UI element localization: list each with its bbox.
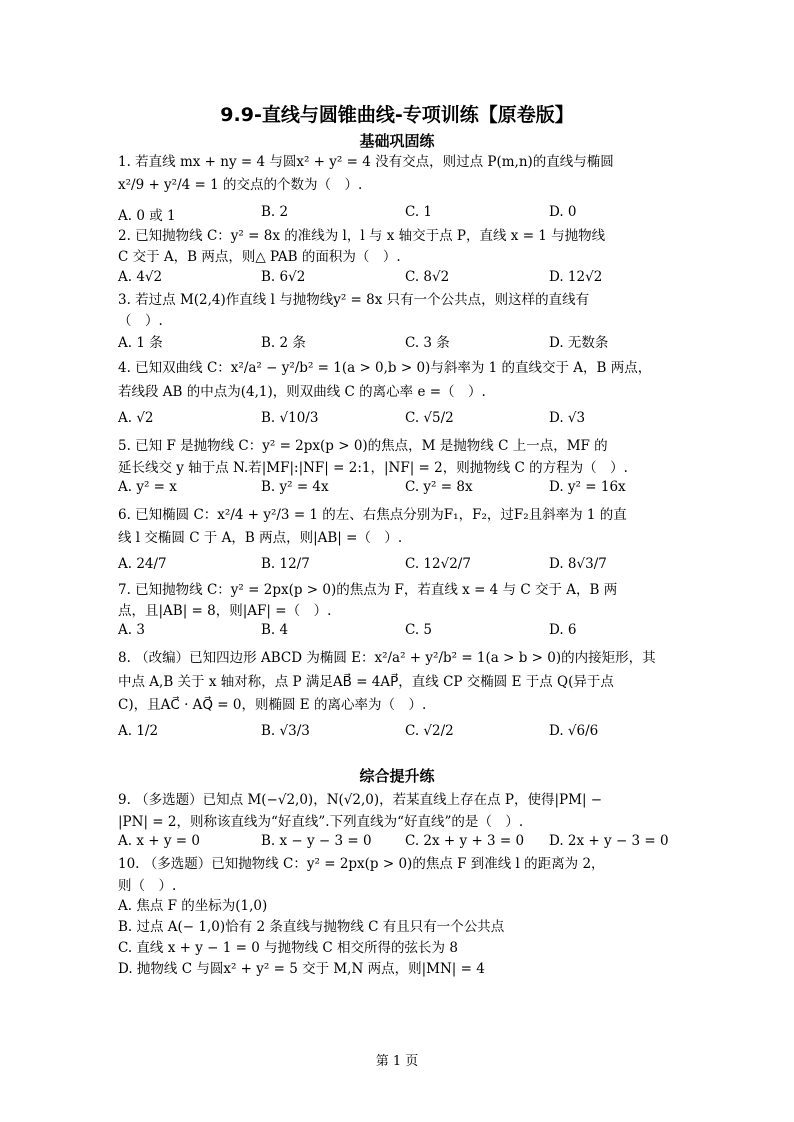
- option-c: C. √5/2: [405, 410, 454, 426]
- option-d: D. 0: [549, 204, 577, 220]
- option-c: C. 3 条: [405, 335, 450, 351]
- question-4-line-1: 4. 已知双曲线 C：x²/a² − y²/b² = 1(a > 0,b > 0)与斜率为 1 的直线交于 A，B 两点，: [118, 360, 652, 376]
- option-a: A. 1/2: [118, 723, 159, 739]
- question-10-line-2: 则（ ）.: [118, 878, 177, 894]
- question-10-statement-b: B. 过点 A(− 1,0)恰有 2 条直线与抛物线 C 有且只有一个公共点: [118, 919, 505, 935]
- question-3-line-1: 3. 若过点 M(2,4)作直线 l 与抛物线y² = 8x 只有一个公共点，则这样的直线有: [118, 292, 590, 308]
- question-8-line-3: C)，且AC⃗ · AQ⃗ = 0，则椭圆 E 的离心率为（ ）.: [118, 697, 427, 713]
- question-9-line-2: |PN| = 2，则称该直线为“好直线”.下列直线为“好直线”的是（ ）.: [118, 814, 524, 830]
- option-b: B. 12/7: [261, 556, 310, 572]
- question-5-line-1: 5. 已知 F 是抛物线 C：y² = 2px(p > 0)的焦点，M 是抛物线 C 上一点，MF 的: [118, 438, 608, 454]
- option-c: C. √2/2: [405, 723, 454, 739]
- option-b: B. 4: [261, 622, 289, 638]
- question-9-line-1: 9. （多选题）已知点 M(−√2,0)，N(√2,0)，若某直线上存在点 P，使得|PM| −: [118, 792, 603, 808]
- question-8-line-1: 8. （改编）已知四边形 ABCD 为椭圆 E：x²/a² + y²/b² = 1(a > b > 0)的内接矩形，其: [118, 650, 656, 666]
- option-b: B. 2: [261, 204, 289, 220]
- option-d: D. 12√2: [549, 269, 603, 285]
- question-8-line-2: 中点 A,B 关于 x 轴对称，点 P 满足AB⃗ = 4AP⃗，直线 CP 交椭圆 E 于点 Q(异于点: [118, 674, 614, 690]
- question-6-line-1: 6. 已知椭圆 C：x²/4 + y²/3 = 1 的左、右焦点分别为F₁，F₂，过F₂且斜率为 1 的直: [118, 507, 627, 523]
- section-heading-basic: 基础巩固练: [359, 132, 435, 150]
- option-a: A. √2: [118, 410, 154, 426]
- question-3-line-2: （ ）.: [118, 313, 163, 329]
- document-title: 9.9-直线与圆锥曲线-专项训练【原卷版】: [220, 104, 574, 126]
- option-a: A. 24/7: [118, 556, 167, 572]
- option-c: C. 2x + y + 3 = 0: [405, 833, 525, 849]
- option-d: D. 2x + y − 3 = 0: [549, 833, 669, 849]
- question-5-line-2: 延长线交 y 轴于点 N.若|MF|:|NF| = 2:1，|NF| = 2，则抛物线 C 的方程为（ ）.: [118, 460, 628, 476]
- option-b: B. √10/3: [261, 410, 319, 426]
- option-c: C. y² = 8x: [405, 479, 473, 495]
- option-a: A. 3: [118, 622, 145, 638]
- question-10-line-1: 10. （多选题）已知抛物线 C：y² = 2px(p > 0)的焦点 F 到准线 l 的距离为 2，: [118, 856, 605, 872]
- question-10-statement-d: D. 抛物线 C 与圆x² + y² = 5 交于 M,N 两点，则|MN| = 4: [118, 961, 485, 977]
- option-b: B. 6√2: [261, 269, 306, 285]
- question-9-options: [118, 833, 678, 853]
- page-number: 第 1 页: [375, 1054, 419, 1069]
- question-3-options: [118, 331, 678, 351]
- question-6-line-2: 线 l 交椭圆 C 于 A，B 两点，则|AB| =（ ）.: [118, 530, 403, 546]
- question-6-options: [118, 556, 678, 576]
- option-c: C. 1: [405, 204, 433, 220]
- question-2-options: [118, 269, 678, 289]
- question-10-statement-c: C. 直线 x + y − 1 = 0 与抛物线 C 相交所得的弦长为 8: [118, 940, 458, 956]
- option-c: C. 8√2: [405, 269, 450, 285]
- option-d: D. 6: [549, 622, 577, 638]
- option-a: A. 4√2: [118, 269, 163, 285]
- question-4-line-2: 若线段 AB 的中点为(4,1)，则双曲线 C 的离心率 e =（ ）.: [118, 384, 486, 400]
- option-a: A. x + y = 0: [118, 833, 200, 849]
- question-7-line-1: 7. 已知抛物线 C：y² = 2px(p > 0)的焦点为 F，若直线 x = 4 与 C 交于 A，B 两: [118, 582, 618, 598]
- option-d: D. 无数条: [549, 335, 609, 351]
- question-5-options: [118, 479, 678, 499]
- option-a: A. y² = x: [118, 479, 177, 495]
- section-heading-advanced: 综合提升练: [359, 767, 435, 785]
- option-d: D. y² = 16x: [549, 479, 626, 495]
- option-c: C. 5: [405, 622, 433, 638]
- question-1-options: [118, 204, 678, 224]
- option-b: B. 2 条: [261, 335, 306, 351]
- question-10-statement-a: A. 焦点 F 的坐标为(1,0): [118, 898, 268, 914]
- option-a: A. 0 或 1: [118, 208, 176, 224]
- option-a: A. 1 条: [118, 335, 163, 351]
- question-2-line-1: 2. 已知抛物线 C：y² = 8x 的准线为 l，l 与 x 轴交于点 P，直线 x = 1 与抛物线: [118, 228, 606, 244]
- question-7-options: [118, 622, 678, 642]
- option-b: B. √3/3: [261, 723, 310, 739]
- option-d: D. √6/6: [549, 723, 599, 739]
- option-d: D. 8√3/7: [549, 556, 607, 572]
- option-c: C. 12√2/7: [405, 556, 471, 572]
- option-d: D. √3: [549, 410, 586, 426]
- question-8-options: [118, 723, 678, 743]
- question-4-options: [118, 410, 678, 430]
- option-b: B. x − y − 3 = 0: [261, 833, 372, 849]
- question-1-line-1: 1. 若直线 mx + ny = 4 与圆x² + y² = 4 没有交点，则过点 P(m,n)的直线与椭圆: [118, 154, 614, 170]
- option-b: B. y² = 4x: [261, 479, 329, 495]
- question-1-line-2: x²/9 + y²/4 = 1 的交点的个数为（ ）.: [118, 177, 363, 193]
- question-7-line-2: 点，且|AB| = 8，则|AF| =（ ）.: [118, 603, 332, 619]
- question-2-line-2: C 交于 A，B 两点，则△ PAB 的面积为（ ）.: [118, 249, 401, 265]
